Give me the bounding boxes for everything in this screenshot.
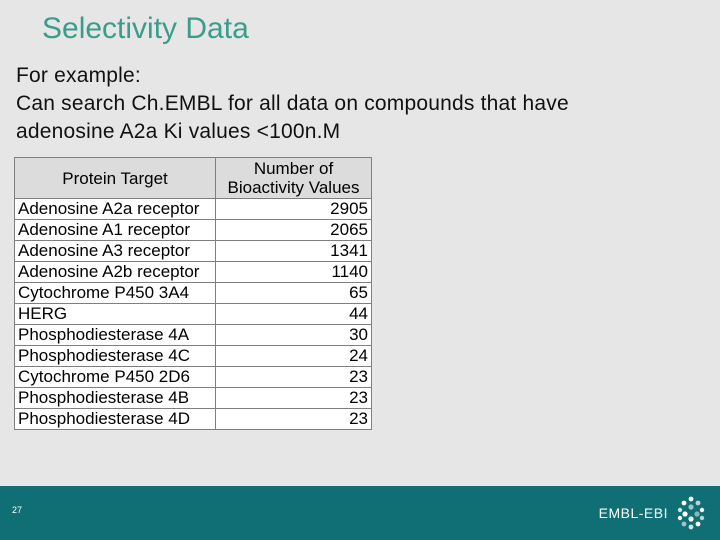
footer-bar (0, 486, 720, 540)
embl-ebi-logo (599, 498, 706, 528)
cell-bioactivity-count: 65 (216, 283, 372, 304)
cell-protein-target: Adenosine A2b receptor (15, 262, 216, 283)
cell-bioactivity-count: 30 (216, 325, 372, 346)
cell-protein-target: Phosphodiesterase 4A (15, 325, 216, 346)
body-text (16, 62, 706, 146)
selectivity-table (14, 157, 372, 430)
table-row (15, 199, 372, 220)
table-header-row (15, 158, 372, 199)
cell-bioactivity-count: 2065 (216, 220, 372, 241)
table-row (15, 262, 372, 283)
header-line: Number of (253, 159, 334, 178)
table-row (15, 388, 372, 409)
cell-bioactivity-count: 2905 (216, 199, 372, 220)
cell-bioactivity-count: 23 (216, 409, 372, 430)
cell-protein-target: Phosphodiesterase 4D (15, 409, 216, 430)
cell-bioactivity-count: 23 (216, 367, 372, 388)
cell-protein-target: HERG (15, 304, 216, 325)
slide-title: Selectivity Data (42, 12, 249, 45)
cell-protein-target: Adenosine A2a receptor (15, 199, 216, 220)
cell-protein-target: Phosphodiesterase 4B (15, 388, 216, 409)
cell-bioactivity-count: 24 (216, 346, 372, 367)
body-line: For example: (16, 64, 141, 87)
cell-bioactivity-count: 44 (216, 304, 372, 325)
logo-text: EMBL-EBI (598, 505, 668, 521)
table-row (15, 241, 372, 262)
cell-protein-target: Adenosine A1 receptor (15, 220, 216, 241)
cell-bioactivity-count: 1341 (216, 241, 372, 262)
header-line: Bioactivity Values (227, 178, 360, 197)
table-row (15, 220, 372, 241)
table-row (15, 304, 372, 325)
body-line: Can search Ch.EMBL for all data on compounds that have (16, 92, 569, 115)
cell-protein-target: Adenosine A3 receptor (15, 241, 216, 262)
cell-protein-target: Cytochrome P450 3A4 (15, 283, 216, 304)
table-row (15, 367, 372, 388)
header-bioactivity-count (216, 158, 372, 199)
header-protein-target: Protein Target (15, 158, 216, 199)
table-row (15, 409, 372, 430)
cell-bioactivity-count: 23 (216, 388, 372, 409)
cell-bioactivity-count: 1140 (216, 262, 372, 283)
cell-protein-target: Phosphodiesterase 4C (15, 346, 216, 367)
page-number: 27 (12, 505, 23, 515)
table-row (15, 325, 372, 346)
logo-mark-icon (676, 496, 706, 530)
table-row (15, 346, 372, 367)
cell-protein-target: Cytochrome P450 2D6 (15, 367, 216, 388)
body-line: adenosine A2a Ki values <100n.M (16, 120, 341, 143)
table-row (15, 283, 372, 304)
